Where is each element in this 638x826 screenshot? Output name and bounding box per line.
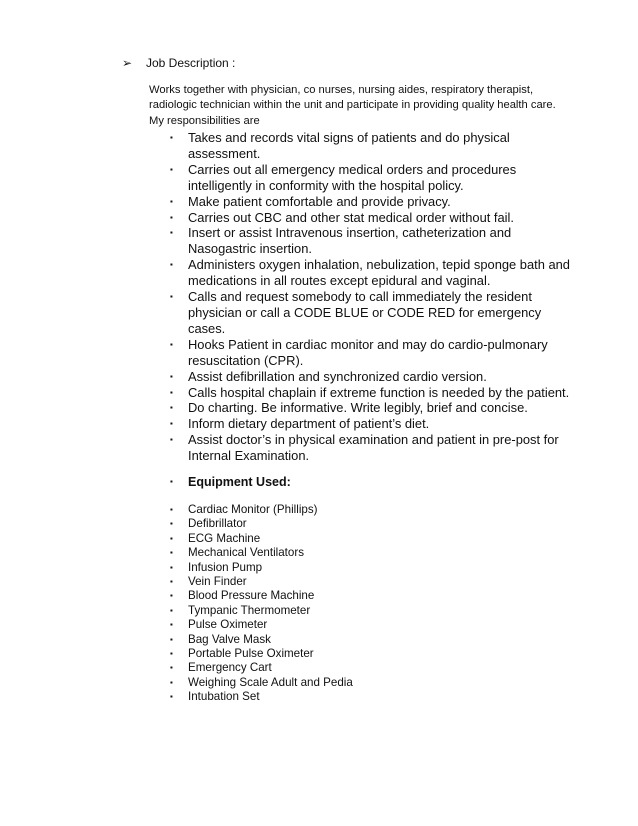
list-item xyxy=(0,369,572,385)
responsibility-text: Inform dietary department of patient’s diet. xyxy=(188,416,430,432)
square-bullet-icon: ▪ xyxy=(170,692,173,702)
responsibility-text: Carries out all emergency medical orders and procedures intelligently in conformity with the hospital policy. xyxy=(188,161,517,193)
equipment-text: Weighing Scale Adult and Pedia xyxy=(188,675,353,689)
list-item xyxy=(0,385,572,401)
equipment-text: Pulse Oximeter xyxy=(188,618,268,632)
responsibility-text: Make patient comfortable and provide privacy. xyxy=(188,193,451,209)
square-bullet-icon: ▪ xyxy=(170,387,173,397)
list-item xyxy=(0,690,638,704)
equipment-text: Defibrillator xyxy=(188,517,247,531)
list-item xyxy=(0,162,572,194)
square-bullet-icon: ▪ xyxy=(170,663,173,673)
list-item xyxy=(0,633,638,647)
responsibility-text: Carries out CBC and other stat medical order without fail. xyxy=(188,209,514,225)
square-bullet-icon: ▪ xyxy=(170,620,173,630)
list-item xyxy=(0,517,638,531)
responsibility-text: Hooks Patient in cardiac monitor and may do cardio-pulmonary resuscitation (CPR). xyxy=(188,336,548,368)
responsibility-text: Assist defibrillation and synchronized cardio version. xyxy=(188,368,487,384)
square-bullet-icon: ▪ xyxy=(170,605,173,615)
square-bullet-icon: ▪ xyxy=(170,591,173,601)
equipment-text: Bag Valve Mask xyxy=(188,632,271,646)
equipment-text: Blood Pressure Machine xyxy=(188,589,315,603)
responsibilities-list xyxy=(0,130,638,464)
square-bullet-icon: ▪ xyxy=(170,435,173,445)
list-item xyxy=(0,575,638,589)
equipment-text: Tympanic Thermometer xyxy=(188,603,311,617)
square-bullet-icon: ▪ xyxy=(170,562,173,572)
square-bullet-icon: ▪ xyxy=(170,548,173,558)
list-item xyxy=(0,337,572,369)
square-bullet-icon: ▪ xyxy=(170,419,173,429)
list-item xyxy=(0,257,572,289)
responsibility-text: Insert or assist Intravenous insertion, catheterization and Nasogastric insertion. xyxy=(188,225,512,257)
job-description-heading xyxy=(122,55,235,71)
square-bullet-icon: ▪ xyxy=(170,196,173,206)
responsibility-text: Calls hospital chaplain if extreme function is needed by the patient. xyxy=(188,384,570,400)
list-item xyxy=(0,194,572,210)
square-bullet-icon: ▪ xyxy=(170,649,173,659)
responsibility-text: Calls and request somebody to call immediately the resident physician or call a CODE BLUE or CODE RED for emergency cases. xyxy=(188,289,542,336)
equipment-text: Portable Pulse Oximeter xyxy=(188,647,314,661)
square-bullet-icon: ▪ xyxy=(170,212,173,222)
responsibility-text: Takes and records vital signs of patients and do physical assessment. xyxy=(188,130,510,161)
equipment-text: Cardiac Monitor (Phillips) xyxy=(188,503,318,516)
square-bullet-icon: ▪ xyxy=(170,533,173,543)
list-item xyxy=(0,130,572,162)
responsibility-text: Assist doctor’s in physical examination and patient in pre-post for Internal Examination. xyxy=(188,432,559,464)
list-item xyxy=(0,532,638,546)
square-bullet-icon: ▪ xyxy=(170,505,173,514)
list-item xyxy=(0,589,638,603)
list-item xyxy=(0,210,572,226)
square-bullet-icon: ▪ xyxy=(170,677,173,687)
equipment-text: Intubation Set xyxy=(188,690,260,704)
equipment-text: ECG Machine xyxy=(188,531,261,545)
square-bullet-icon: ▪ xyxy=(170,339,173,349)
equipment-text: Infusion Pump xyxy=(188,560,263,574)
list-item xyxy=(0,676,638,690)
list-item xyxy=(0,604,638,618)
responsibility-text: Administers oxygen inhalation, nebulization, tepid sponge bath and medications in all routes except epidural and vaginal. xyxy=(188,257,570,289)
list-item xyxy=(0,225,572,257)
list-item xyxy=(0,618,638,632)
job-description-title: Job Description : xyxy=(146,56,236,70)
list-item xyxy=(0,561,638,575)
square-bullet-icon: ▪ xyxy=(170,577,173,587)
responsibility-text: Do charting. Be informative. Write legibly, brief and concise. xyxy=(188,400,528,416)
list-item xyxy=(0,432,572,464)
job-intro-paragraph: Works together with physician, co nurses, nursing aides, respiratory therapist, radiologic technician within the unit and participate in providing quality health care. My responsibilities are xyxy=(149,84,556,127)
list-item xyxy=(0,647,638,661)
list-item xyxy=(0,503,638,517)
arrow-bullet-icon: ➢ xyxy=(122,56,133,70)
square-bullet-icon: ▪ xyxy=(170,371,173,381)
list-item xyxy=(0,661,638,675)
square-bullet-icon: ▪ xyxy=(170,519,173,529)
equipment-text: Emergency Cart xyxy=(188,661,272,675)
list-item xyxy=(0,289,572,337)
list-item xyxy=(0,400,572,416)
equipment-text: Vein Finder xyxy=(188,575,247,589)
equipment-text: Mechanical Ventilators xyxy=(188,546,304,560)
square-bullet-icon: ▪ xyxy=(170,133,173,142)
square-bullet-icon: ▪ xyxy=(170,292,173,302)
square-bullet-icon: ▪ xyxy=(170,477,173,486)
square-bullet-icon: ▪ xyxy=(170,228,173,238)
list-item xyxy=(0,416,572,432)
square-bullet-icon: ▪ xyxy=(170,634,173,644)
list-item xyxy=(0,546,638,560)
square-bullet-icon: ▪ xyxy=(170,164,173,174)
square-bullet-icon: ▪ xyxy=(170,403,173,413)
equipment-list xyxy=(0,503,638,705)
equipment-heading-text: Equipment Used: xyxy=(188,475,291,489)
square-bullet-icon: ▪ xyxy=(170,260,173,270)
